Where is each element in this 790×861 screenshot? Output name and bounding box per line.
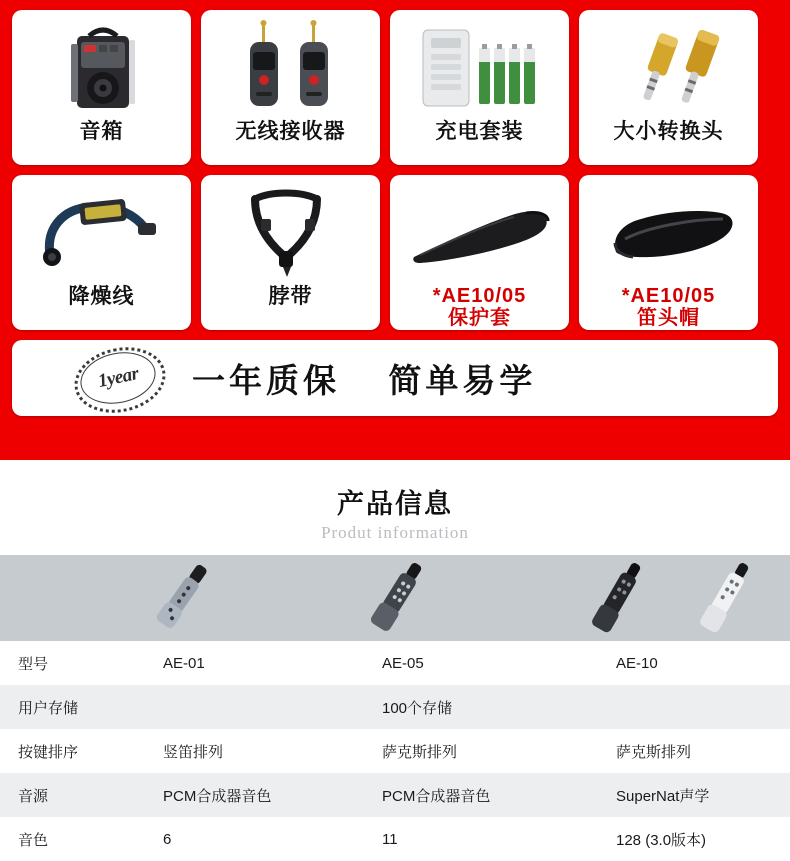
row-label: 音色 — [18, 831, 49, 849]
ae-05-instrument-image — [320, 555, 480, 641]
row-value-ae10: 萨克斯排列 — [616, 743, 692, 761]
accessory-card-speaker — [12, 10, 191, 165]
row-label: 型号 — [18, 655, 49, 673]
row-value-ae05: AE-05 — [382, 654, 424, 672]
row-value-ae05: 萨克斯排列 — [382, 743, 458, 761]
charger-kit-icon — [390, 16, 569, 120]
row-value-ae05: 100个存储 — [382, 699, 453, 717]
accessory-label: 无线接收器 — [235, 120, 346, 143]
table-row — [0, 641, 790, 685]
accessory-label — [433, 285, 527, 329]
ae-10-white-instrument-image — [648, 555, 790, 641]
accessory-label: 音箱 — [79, 120, 124, 143]
warranty-text-right: 简单易学 — [388, 361, 537, 399]
product-info-section — [0, 460, 790, 861]
row-label: 用户存储 — [18, 699, 79, 717]
row-label: 音源 — [18, 787, 49, 805]
accessory-label-line2: 保护套 — [448, 307, 511, 329]
table-row — [0, 817, 790, 861]
row-value-ae10 — [612, 685, 790, 729]
ae-01-instrument-image — [105, 555, 265, 641]
mouthpiece-cap-icon — [579, 181, 758, 285]
noise-reduction-cable-icon — [12, 181, 191, 285]
accessory-grid — [12, 10, 778, 330]
accessory-card-noise-cable — [12, 175, 191, 330]
accessory-label: 大小转换头 — [613, 120, 724, 143]
speaker-icon — [12, 16, 191, 120]
accessory-card-charger-kit — [390, 10, 569, 165]
one-year-stamp-icon — [62, 346, 174, 410]
accessory-label: 充电套装 — [435, 120, 524, 143]
wireless-receiver-icon — [201, 16, 380, 120]
warranty-text — [192, 355, 536, 402]
accessory-label-line1: *AE10/05 — [432, 285, 527, 307]
warranty-text-left: 一年质保 — [192, 361, 340, 399]
warranty-banner — [12, 340, 778, 416]
row-label: 按键排序 — [18, 743, 79, 761]
accessory-card-mouthpiece-cap — [579, 175, 758, 330]
stamp-label: 1year — [95, 363, 141, 393]
page-title: 产品信息 — [337, 489, 453, 519]
row-value-ae10: SuperNat声学 — [616, 787, 710, 805]
accessory-card-adapter — [579, 10, 758, 165]
row-value-ae01: AE-01 — [163, 654, 205, 672]
table-row — [0, 685, 790, 729]
accessory-label-line1: *AE10/05 — [621, 285, 716, 307]
table-row — [0, 729, 790, 773]
spec-table — [0, 641, 790, 861]
accessory-card-protective-case — [390, 175, 569, 330]
accessory-label — [622, 285, 716, 329]
accessory-card-neck-strap — [201, 175, 380, 330]
row-value-ae10: 128 (3.0版本) — [616, 831, 707, 849]
row-value-ae10: AE-10 — [616, 654, 658, 672]
neck-strap-icon — [201, 181, 380, 285]
table-row — [0, 773, 790, 817]
row-value-ae01: 竖笛排列 — [163, 743, 224, 761]
row-value-ae05: PCM合成器音色 — [382, 787, 491, 805]
row-value-ae01 — [153, 685, 378, 729]
accessory-label: 降燥线 — [68, 285, 135, 308]
page-subtitle: Produt information — [321, 523, 469, 542]
row-value-ae01: 6 — [163, 830, 172, 848]
product-image-strip — [0, 555, 790, 641]
accessory-label-line2: 笛头帽 — [637, 307, 700, 329]
row-value-ae05: 11 — [382, 830, 398, 848]
adapter-plug-icon — [579, 16, 758, 120]
protective-case-icon — [390, 181, 569, 285]
accessory-card-wireless-receiver — [201, 10, 380, 165]
row-value-ae01: PCM合成器音色 — [163, 787, 272, 805]
accessory-label: 脖带 — [268, 285, 313, 308]
